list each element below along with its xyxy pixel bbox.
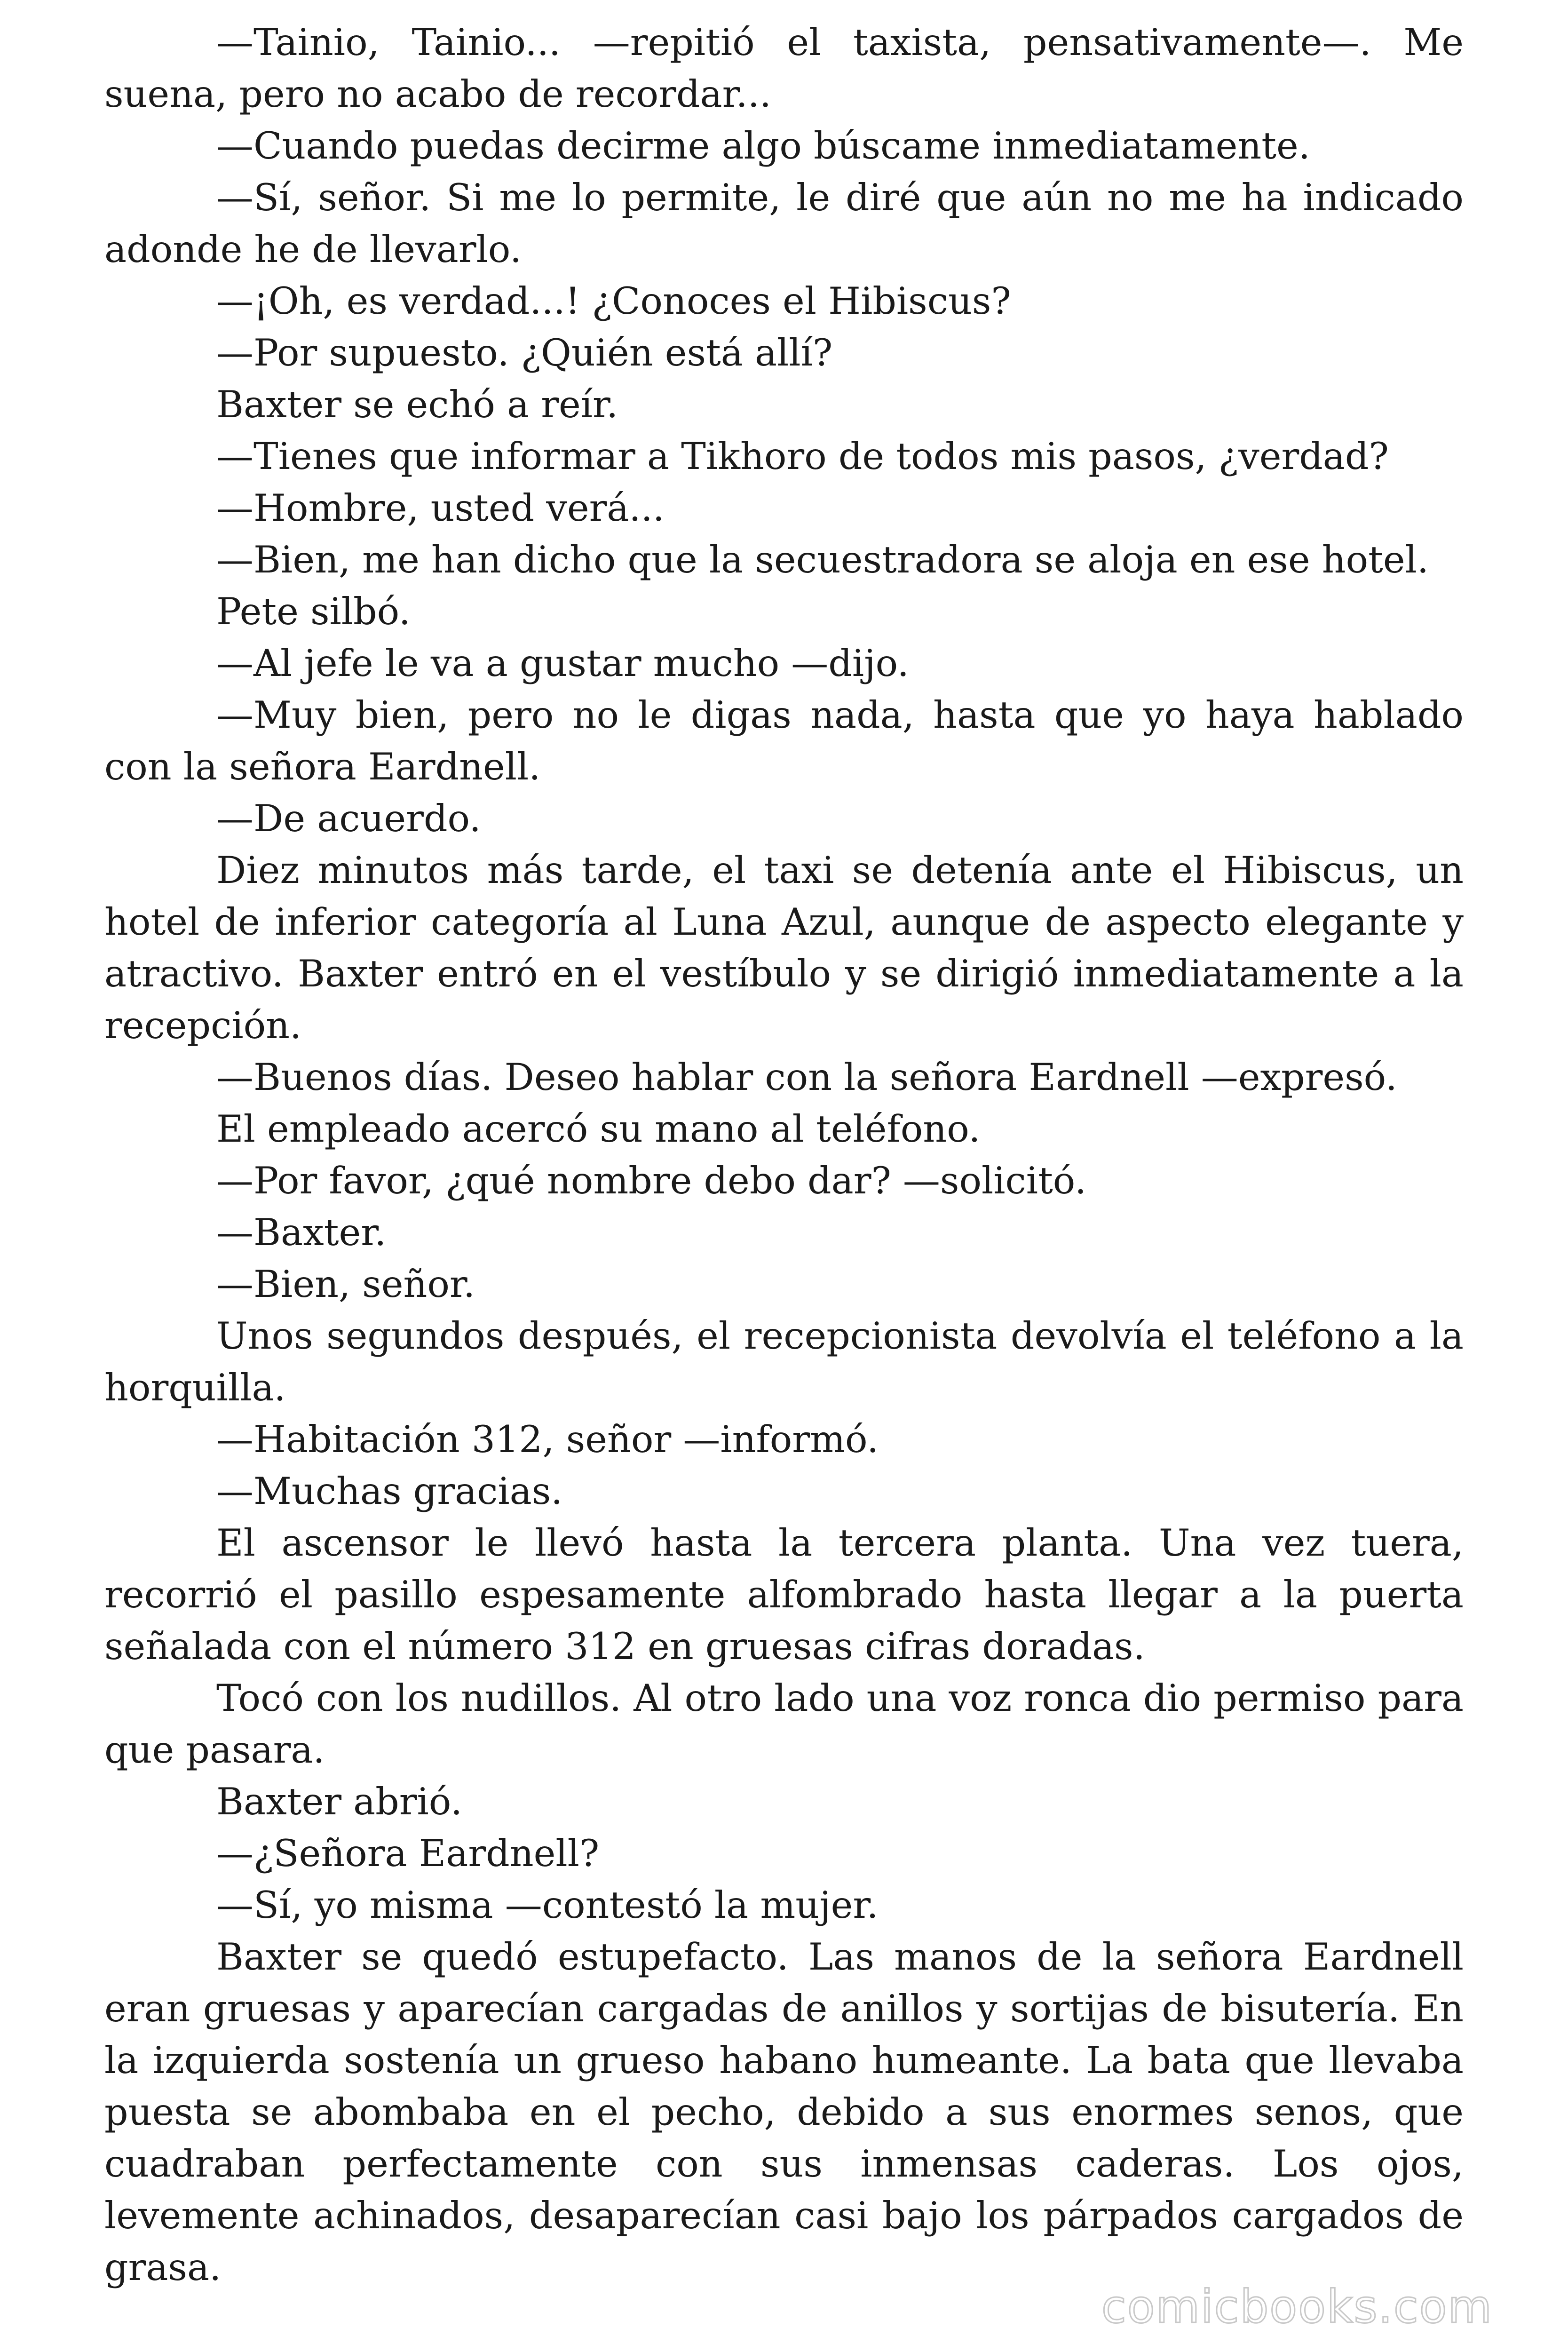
paragraph: —Tainio, Tainio... —repitió el taxista, pensativamente—. Me suena, pero no acabo de recordar...: [104, 21, 1464, 116]
paragraph: —Habitación 312, señor —informó.: [216, 1418, 879, 1461]
watermark: comicbooks.com: [1101, 2280, 1493, 2333]
paragraph: Baxter se echó a reír.: [216, 383, 618, 426]
paragraph: —Por supuesto. ¿Quién está allí?: [216, 331, 833, 374]
paragraph: —Muchas gracias.: [216, 1470, 563, 1513]
paragraph: El empleado acercó su mano al teléfono.: [216, 1107, 981, 1151]
paragraph: —¿Señora Eardnell?: [216, 1832, 600, 1875]
document-page: [104, 16, 1464, 2293]
paragraph: —Muy bien, pero no le digas nada, hasta que yo haya hablado con la señora Eardnell.: [104, 693, 1464, 788]
paragraph: —De acuerdo.: [216, 797, 481, 840]
paragraph: —Baxter.: [216, 1211, 387, 1254]
paragraph: Tocó con los nudillos. Al otro lado una voz ronca dio permiso para que pasara.: [104, 1677, 1464, 1772]
paragraph: —Cuando puedas decirme algo búscame inmediatamente.: [216, 124, 1310, 167]
paragraph: —Hombre, usted verá...: [216, 486, 665, 530]
paragraph: —Buenos días. Deseo hablar con la señora Eardnell —expresó.: [216, 1056, 1397, 1099]
paragraph: Baxter se quedó estupefacto. Las manos de la señora Eardnell eran gruesas y aparecían cargadas de anillos y sortijas de bisutería. En la izquierda sostenía un grueso habano humeante. La bata que llevaba puesta se abombaba en el pecho, debido a sus enormes senos, que cuadraban perfectamente con sus inmensas caderas. Los ojos, levemente achinados, desaparecían casi bajo los párpados cargados de grasa.: [104, 1935, 1464, 2289]
paragraph: —Bien, señor.: [216, 1263, 475, 1306]
paragraph: —Al jefe le va a gustar mucho —dijo.: [216, 642, 909, 685]
paragraph: Baxter abrió.: [216, 1780, 463, 1823]
paragraph: —Bien, me han dicho que la secuestradora se aloja en ese hotel.: [216, 538, 1429, 581]
paragraph: Diez minutos más tarde, el taxi se detenía ante el Hibiscus, un hotel de inferior categoría al Luna Azul, aunque de aspecto elegante y atractivo. Baxter entró en el vestíbulo y se dirigió inmediatamente a la recepción.: [104, 849, 1464, 1047]
paragraph: —Sí, yo misma —contestó la mujer.: [216, 1883, 879, 1927]
paragraph: Unos segundos después, el recepcionista devolvía el teléfono a la horquilla.: [104, 1314, 1464, 1409]
paragraph: —Por favor, ¿qué nombre debo dar? —solicitó.: [216, 1159, 1087, 1202]
paragraph: —Sí, señor. Si me lo permite, le diré que aún no me ha indicado adonde he de llevarlo.: [104, 176, 1464, 271]
paragraph: El ascensor le llevó hasta la tercera planta. Una vez tuera, recorrió el pasillo espesamente alfombrado hasta llegar a la puerta señalada con el número 312 en gruesas cifras doradas.: [104, 1521, 1464, 1668]
paragraph: —¡Oh, es verdad...! ¿Conoces el Hibiscus?: [216, 279, 1011, 323]
paragraph: —Tienes que informar a Tikhoro de todos mis pasos, ¿verdad?: [216, 435, 1389, 478]
paragraph: Pete silbó.: [216, 590, 411, 633]
